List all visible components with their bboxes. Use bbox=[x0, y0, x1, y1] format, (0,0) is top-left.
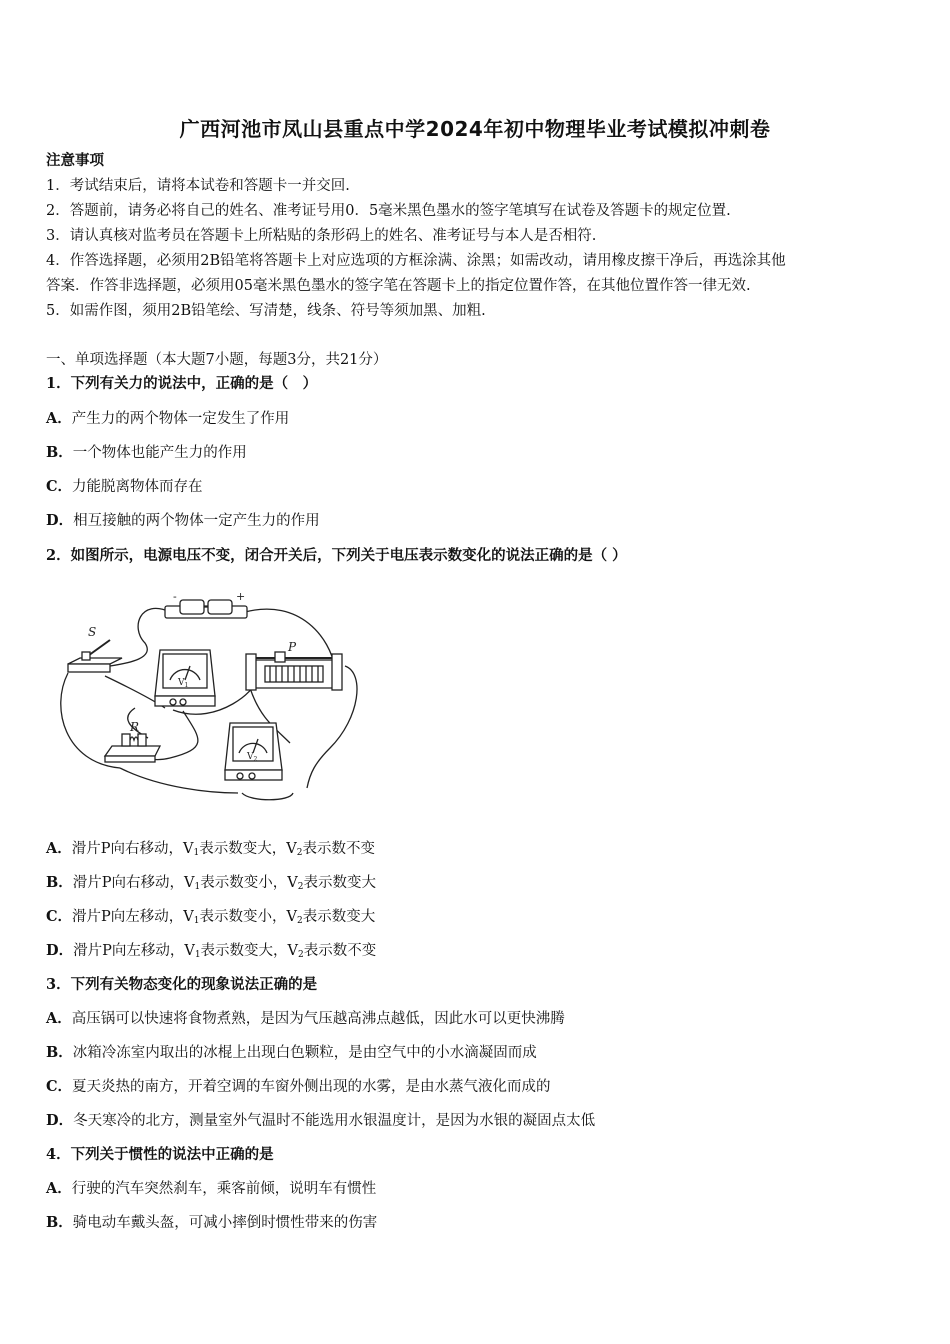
option-text: 冰箱冷冻室内取出的冰棍上出现白色颗粒，是由空气中的小水滴凝固而成 bbox=[72, 1045, 537, 1061]
question-stem-2: 2．如图所示，电源电压不变，闭合开关后，下列关于电压表示数变化的说法正确的是（ ） bbox=[46, 547, 627, 564]
option-text: 冬天寒冷的北方，测量室外气温时不能选用水银温度计，是因为水银的凝固点太低 bbox=[73, 1113, 596, 1129]
option-row bbox=[46, 1009, 906, 1029]
option-letter: B． bbox=[46, 1214, 73, 1231]
option-row bbox=[46, 1077, 906, 1097]
option-row bbox=[46, 409, 906, 429]
option-row bbox=[46, 1043, 906, 1063]
battery-icon bbox=[165, 600, 247, 618]
option-letter: D． bbox=[46, 512, 74, 529]
section-heading: 一、单项选择题（本大题7小题，每题3分，共21分） bbox=[46, 352, 388, 368]
option-row bbox=[46, 907, 906, 931]
question-stem-1: 1．下列有关力的说法中，正确的是（ ） bbox=[46, 375, 318, 392]
option-letter: A． bbox=[46, 410, 72, 427]
battery-plus-label: + bbox=[236, 590, 246, 603]
option-text: 高压锅可以快速将食物煮熟，是因为气压越高沸点越低，因此水可以更快沸腾 bbox=[71, 1011, 565, 1027]
option-letter: B． bbox=[46, 1044, 73, 1061]
option-letter: A． bbox=[46, 1180, 72, 1197]
question-stem-4: 4．下列关于惯性的说法中正确的是 bbox=[46, 1146, 274, 1163]
option-letter: B． bbox=[46, 444, 73, 461]
option-text: 表示数不变 bbox=[303, 943, 377, 959]
resistor-label: R bbox=[130, 720, 140, 734]
notice-item: 2．答题前，请务必将自己的姓名、准考证号用0．5毫米黑色墨水的签字笔填写在试卷及答题卡的规定位置. bbox=[46, 203, 731, 219]
option-text: 表示数变小，V bbox=[199, 909, 297, 925]
subscript: 2 bbox=[297, 882, 304, 892]
option-text: 表示数变大 bbox=[303, 875, 376, 891]
option-text: 表示数不变 bbox=[302, 841, 375, 857]
rheostat-label: P bbox=[288, 640, 297, 654]
page-title: 广西河池市凤山县重点中学2024年初中物理毕业考试模拟冲刺卷 bbox=[179, 117, 771, 141]
option-letter: D． bbox=[46, 942, 74, 959]
option-letter: A． bbox=[46, 1010, 72, 1027]
option-letter: C． bbox=[46, 478, 73, 495]
option-text: 滑片P向右移动，V bbox=[71, 841, 194, 857]
option-text: 行驶的汽车突然刹车，乘客前倾，说明车有惯性 bbox=[71, 1181, 377, 1197]
subscript: 2 bbox=[298, 950, 304, 960]
resistor-icon bbox=[105, 734, 160, 762]
option-text: 夏天炎热的南方，开着空调的车窗外侧出现的水雾，是由水蒸气液化而成的 bbox=[72, 1079, 551, 1095]
switch-icon bbox=[68, 640, 122, 672]
notice-item: 5．如需作图，须用2B铅笔绘、写清楚，线条、符号等须加黑、加粗. bbox=[46, 303, 486, 319]
battery-minus-label: - bbox=[173, 590, 177, 603]
option-text: 一个物体也能产生力的作用 bbox=[72, 445, 247, 461]
option-row bbox=[46, 511, 906, 531]
notice-item: 1．考试结束后，请将本试卷和答题卡一并交回. bbox=[46, 178, 350, 194]
option-row bbox=[46, 873, 906, 897]
option-text: 产生力的两个物体一定发生了作用 bbox=[71, 411, 290, 427]
v2-letter: V bbox=[247, 752, 254, 762]
subscript: 2 bbox=[296, 848, 303, 858]
option-text: 骑电动车戴头盔，可减小摔倒时惯性带来的伤害 bbox=[72, 1215, 378, 1231]
wire bbox=[242, 793, 293, 800]
option-text: 表示数变大，V bbox=[200, 943, 299, 959]
option-row bbox=[46, 1179, 906, 1199]
question-stem-3: 3．下列有关物态变化的现象说法正确的是 bbox=[46, 976, 318, 993]
option-letter: A． bbox=[46, 840, 72, 857]
wire bbox=[245, 609, 335, 668]
rheostat-icon bbox=[246, 652, 342, 690]
option-row bbox=[46, 443, 906, 463]
v1-letter: V bbox=[178, 678, 185, 688]
subscript: 2 bbox=[297, 916, 303, 926]
option-letter: C． bbox=[46, 908, 73, 925]
option-letter: C． bbox=[46, 1078, 73, 1095]
wire bbox=[120, 768, 238, 793]
voltmeter-v2-icon bbox=[225, 723, 282, 780]
option-row bbox=[46, 839, 906, 863]
voltmeter-v1-icon bbox=[155, 650, 215, 706]
option-text: 相互接触的两个物体一定产生力的作用 bbox=[73, 513, 320, 529]
option-letter: B． bbox=[46, 874, 73, 891]
subscript: 1 bbox=[193, 916, 200, 926]
option-row bbox=[46, 941, 906, 965]
subscript: 1 bbox=[193, 848, 200, 858]
notice-item: 4．作答选择题，必须用2B铅笔将答题卡上对应选项的方框涂满、涂黑；如需改动，请用橡皮擦干净后，再选涂其他 bbox=[46, 253, 786, 269]
option-text: 滑片P向左移动，V bbox=[73, 943, 195, 959]
circuit-diagram bbox=[60, 588, 370, 808]
option-text: 表示数变大，V bbox=[199, 841, 297, 857]
v2-subscript: 2 bbox=[253, 756, 258, 763]
notice-item: 答案．作答非选择题，必须用05毫米黑色墨水的签字笔在答题卡上的指定位置作答，在其他位置作答一律无效. bbox=[46, 278, 751, 294]
option-row bbox=[46, 477, 906, 497]
option-text: 滑片P向右移动，V bbox=[72, 875, 195, 891]
switch-label: S bbox=[88, 625, 97, 639]
option-text: 表示数变大 bbox=[302, 909, 376, 925]
subscript: 1 bbox=[194, 882, 201, 892]
notice-heading: 注意事项 bbox=[46, 152, 104, 169]
option-row bbox=[46, 1111, 906, 1131]
notice-item: 3．请认真核对监考员在答题卡上所粘贴的条形码上的姓名、准考证号与本人是否相符. bbox=[46, 228, 597, 244]
option-row bbox=[46, 1213, 906, 1233]
option-text: 力能脱离物体而存在 bbox=[72, 479, 203, 495]
option-text: 表示数变小，V bbox=[200, 875, 298, 891]
option-text: 滑片P向左移动，V bbox=[72, 909, 194, 925]
option-letter: D． bbox=[46, 1112, 74, 1129]
subscript: 1 bbox=[194, 950, 201, 960]
v1-subscript: 1 bbox=[184, 682, 189, 689]
